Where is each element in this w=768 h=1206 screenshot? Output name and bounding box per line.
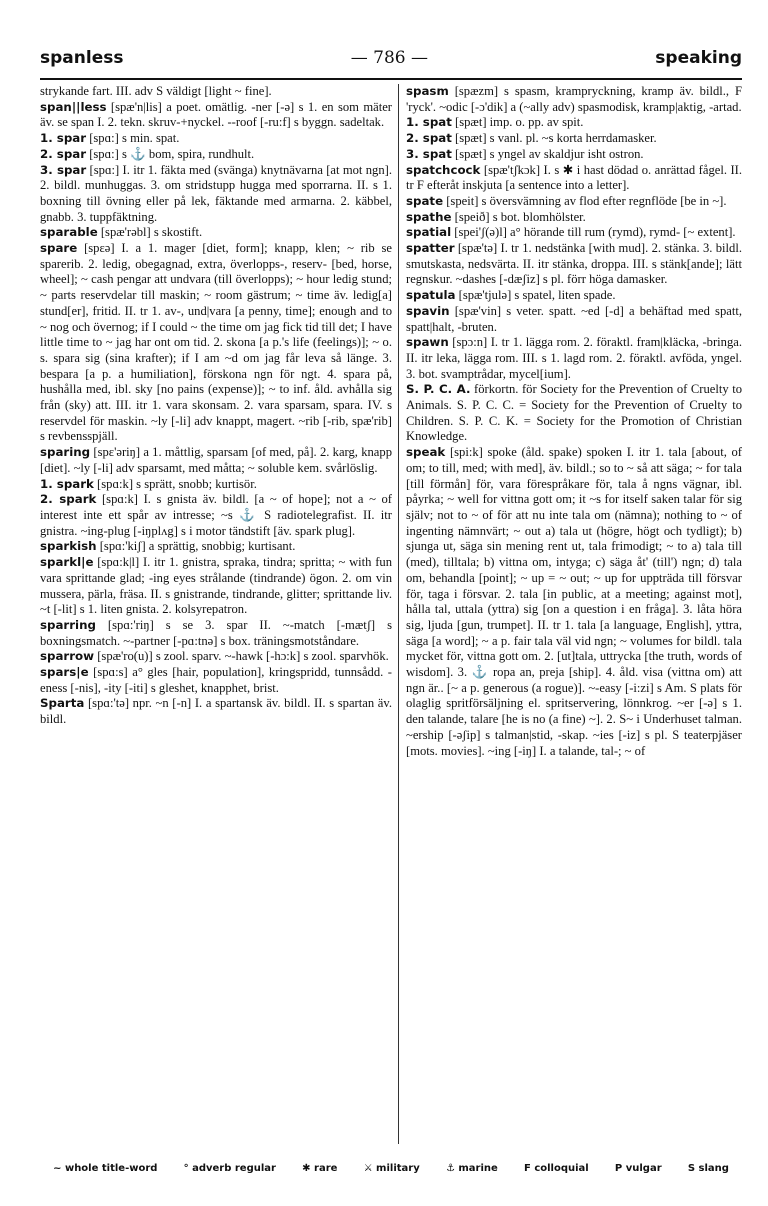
dictionary-entry (406, 382, 742, 445)
entry-headword: 2. spar (40, 146, 87, 161)
dictionary-entry (40, 649, 392, 665)
dictionary-entry (406, 131, 742, 147)
dictionary-entry (40, 147, 392, 163)
entry-headword: 1. spark (40, 476, 94, 491)
legend-item: S slang (687, 1163, 729, 1174)
page-header (40, 48, 742, 74)
entry-headword: sparkl|e (40, 555, 94, 570)
dictionary-entry (406, 194, 742, 210)
entry-headword: sparable (40, 225, 98, 240)
entry-definition: [spæ'tjulə] s spatel, liten spade. (458, 288, 616, 303)
abbreviation-legend (40, 1163, 742, 1174)
entry-headword: 2. spark (40, 492, 97, 507)
dictionary-entry (406, 241, 742, 288)
entry-definition: [spɛə] I. a 1. mager [diet, form]; knapp, klen; ~ rib se sparerib. 2. ledig, obegagnad, extra, överlopps-, reserv- [bed, horse, wheel]; ~ cash pengar att undvara (till överlopps); ~ hour ledig stund; ~ parts reservdelar till maskin; ~ room gästrum; ~ time äv. ledig[a] stund[er], fritid. II. tr 1. av-, und|vara [a penny, time]; enough and to ~ nog och övernog; if I could ~ the time om jag fick tid till det; I have little time to ~ jag har ont om tid. 2. skona [a p.'s life (feelings)]; ~ o. s. spara sig (sina krafter); if I am ~d om jag får leva så länge. 3. bespara [a p. a humiliation], förskona ngn för ngt. 4. spara på, hushålla med, ibl. sky [no pains (expense)]; ~ to inf. åld. avhålla sig från (sky) att. III. itr 1. vara skonsam. 2. vara sparsam, spara. IV. s reservdel för maskin. ~ly [-li] adv knappt, magert. ~rib [-rib, spæ'rib] s revbensspjäll. (40, 241, 392, 444)
entry-headword: sparing (40, 445, 91, 460)
entry-headword: spate (406, 193, 444, 208)
legend-item: ⚔ military (363, 1163, 420, 1174)
entry-definition: [spæt] s yngel av skaldjur isht ostron. (455, 146, 644, 161)
column-divider (398, 84, 399, 1144)
dictionary-entry (40, 225, 392, 241)
entry-definition: [spei'ʃ(ə)l] a° hörande till rum (rymd), rymd- [~ extent]. (454, 225, 736, 240)
entry-definition: [spæt] imp. o. pp. av spit. (455, 115, 584, 130)
dictionary-entry (40, 618, 392, 649)
entry-definition: [spæt] s vanl. pl. ~s korta herrdamasker. (455, 131, 657, 146)
entry-headword: sparkish (40, 539, 97, 554)
dictionary-entry (406, 225, 742, 241)
entry-definition: [spɑ:'kiʃ] a sprättig, snobbig; kurtisant. (99, 539, 296, 554)
entry-definition: [spi:k] spoke (åld. spake) spoken I. itr 1. tala [about, of om; to till, med; with med], äv. bildl.; so to ~ så att säga; ~ for tala [till förmån] för, vara förespråkare för, tala å ngns vägnar, ibl. påyrka; ~ well for vittna gott om; it ~s for itself saken talar för sig själv; not to ~ of för att nu inte tala om (nämna); nothing to ~ of ingenting nämnvärt; ~ out a) tala ut (högre, högt och tydligt); b) sjunga ut, säga sin mening rent ut, tala frimodigt; ~ to a) tala till (med), tilltala; b) vittna om, intyga; c) säga åt' (till') ngn; d) tala om, behandla [point]; ~ up = ~ out; ~ up for uppträda till försvar för, taga i försvar. 2. tala [in public, at a meeting; against mot], hålla tal, uttala (yttra) sig [on a question i en fråga]. 3. låta höra sig, ljuda [gun, trumpet]. II. tr 1. tala [a language, English], yttra, säga [a word]; ~ a p. fair tala väl vid ngn; ~ volumes for bildl. tala mycket för, vittna gott om. 2. [ut]tala, uttrycka [the truth, words of wisdom]. 3. ⚓ ropa an, preja [ship]. 4. åld. visa (vittna om) att ngn är.. [~ a p. generous (a rogue)]. ~-easy [-i:zi] s Am. S plats för olaglig spritförsäljning el. spritservering, lönnkrog. ~er [-ə] s 1. den talande, talare [he is no (a fine) ~]. 2. S~ i Underhuset talman. ~ership [-əʃip] s talman|stid, -skap. ~ies [-iz] s pl. S teaterpjäser [mots. movies]. ~ing [-iŋ] I. a talande, tal-; ~ of (406, 445, 742, 758)
page-number: — 786 — (350, 48, 429, 68)
entry-definition: [spɑ:'riŋ] s se 3. spar II. ~-match [-mætʃ] s boxningsmatch. ~-partner [-pɑ:tnə] s box. träningsmotståndare. (40, 617, 392, 648)
dictionary-entry (40, 696, 392, 727)
legend-item: ⚓ marine (445, 1163, 498, 1174)
dictionary-entry (40, 492, 392, 539)
dictionary-entry (406, 304, 742, 335)
entry-headword: spatial (406, 225, 452, 240)
dictionary-entry (40, 477, 392, 493)
entry-definition: förkortn. för Society for the Prevention of Cruelty to Animals. S. P. C. C. = Society for the Prevention of Cruelty to Children. S. P. C. K. = Society for the Promotion of Christian Knowledge. (406, 382, 742, 444)
entry-definition: [spæ'tʃkɔk] I. s ✱ i hast dödad o. anrättad fågel. II. tr F efteråt inskjuta [a sentence into a letter]. (406, 162, 742, 193)
entry-definition: [spɑ:k] I. s gnista äv. bildl. [a ~ of hope]; not a ~ of interest inte ett spår av intresse; ~s ⚓ S radiotelegrafist. II. itr gnistra. ~ing-plug [-iŋplʌg] s i motor tändstift [äv. spark plug]. (40, 492, 392, 538)
entry-headword: spathe (406, 209, 452, 224)
entry-headword: spars|e (40, 665, 89, 680)
entry-definition: strykande fart. III. adv S väldigt [light ~ fine]. (40, 84, 272, 98)
entry-definition: [spɑ:k] s sprätt, snobb; kurtisör. (97, 476, 257, 491)
dictionary-entry (406, 335, 742, 382)
entry-definition: [spɛ'əriŋ] a 1. måttlig, sparsam [of med, på]. 2. karg, knapp [diet]. ~ly [-li] adv sparsamt, med måtta; ~ soluble kem. svårlöslig. (40, 445, 392, 475)
entry-headword: 2. spat (406, 131, 452, 146)
legend-item: F colloquial (524, 1163, 589, 1174)
entry-definition: [spɔ:n] I. tr 1. lägga rom. 2. föraktl. fram|kläcka, -bringa. II. itr leka, lägga rom. III. s 1. lagd rom. 2. föraktl. avföda, yngel. 3. bot. svamptrådar, mycel[ium]. (406, 335, 742, 381)
entry-headword: Sparta (40, 696, 85, 711)
entry-definition: [spæzm] s spasm, krampryckning, kramp äv. bildl., F 'ryck'. ~odic [-ɔ'dik] a (~ally adv) spasmodisk, kramp|aktig, -artad. (406, 84, 742, 114)
entry-headword: 3. spat (406, 146, 452, 161)
entry-headword: speak (406, 445, 446, 460)
dictionary-entry (406, 210, 742, 226)
right-guide-word: speaking (655, 48, 742, 68)
entry-definition: [spɑ:] s ⚓ bom, spira, rundhult. (89, 146, 255, 161)
legend-item: ✱ rare (302, 1163, 338, 1174)
entry-headword: spatula (406, 288, 456, 303)
entry-headword: sparrow (40, 649, 95, 664)
entry-headword: span||less (40, 99, 107, 114)
dictionary-entry (40, 84, 392, 100)
entry-definition: [spæ'tə] I. tr 1. nedstänka [with mud]. 2. stänka. 3. bildl. smutskasta, nedsvärta. II. itr stänka, droppa. III. s stänk[ande]; lätt regnskur. ~dashes [-dæʃiz] s pl. förr höga damasker. (406, 241, 742, 287)
entry-headword: spasm (406, 84, 449, 98)
legend-item: ° adverb regular (183, 1163, 276, 1174)
entry-definition: [spɑ:] s min. spat. (89, 131, 180, 146)
legend-item: ~ whole title-word (53, 1163, 158, 1174)
left-column (40, 84, 392, 1144)
right-column (406, 84, 742, 1144)
entry-definition: [spɑ:s] a° gles [hair, population], kringspridd, tunnsådd. -eness [-nis], -ity [-iti] s gleshet, knapphet, brist. (40, 665, 392, 695)
entry-headword: 1. spar (40, 131, 87, 146)
legend-item: P vulgar (614, 1163, 662, 1174)
dictionary-entry (40, 241, 392, 445)
dictionary-entry (40, 131, 392, 147)
entry-headword: S. P. C. A. (406, 382, 471, 397)
entry-headword: spawn (406, 335, 449, 350)
dictionary-entry (40, 100, 392, 131)
entry-definition: [spɑ:'tə] npr. ~n [-n] I. a spartansk äv. bildl. II. s spartan äv. bildl. (40, 696, 392, 727)
entry-headword: sparring (40, 617, 96, 632)
dictionary-entry (40, 445, 392, 476)
dictionary-entry (40, 163, 392, 226)
dictionary-entry (40, 555, 392, 618)
entry-headword: spare (40, 241, 78, 256)
dictionary-entry (40, 665, 392, 696)
dictionary-entry (406, 84, 742, 115)
entry-definition: [spæ'vin] s veter. spatt. ~ed [-d] a behäftad med spatt, spatt|halt, -bruten. (406, 303, 742, 334)
entry-definition: [spɑ:k|l] I. itr 1. gnistra, spraka, tindra; spritta; ~ with fun vara sprittande glad; -ing eyes strålande (tindrande) ögon. 2. om vin mussera, pärla, fräsa. II. s gnistrande, tindrande, glitter; sprittande liv. ~t [-lit] s 1. liten gnista. 2. kolsyrepatron. (40, 555, 392, 617)
dictionary-entry (406, 163, 742, 194)
header-rule (40, 78, 742, 80)
entry-definition: [speið] s bot. blomhölster. (454, 209, 586, 224)
dictionary-entry (406, 147, 742, 163)
dictionary-entry (406, 445, 742, 759)
entry-definition: [spæ'n|lis] a poet. omätlig. -ner [-ə] s 1. en som mäter äv. se span I. 2. tekn. skruv-+nyckel. --roof [-ru:f] s byggn. sadeltak. (40, 99, 392, 130)
entry-headword: spatter (406, 241, 455, 256)
dictionary-entry (40, 539, 392, 555)
entry-definition: [spæ'ro(u)] s zool. sparv. ~-hawk [-hɔ:k] s zool. sparvhök. (97, 649, 389, 664)
dictionary-entry (406, 288, 742, 304)
entry-headword: 3. spar (40, 162, 87, 177)
entry-definition: [spɑ:] I. itr 1. fäkta med (svänga) knytnävarna [at mot ngn]. 2. bildl. munhuggas. 3. om stridstupp hugga med sporrarna. II. s 1. boxning till övning eller på lek, fäktande med armarna. 2. käbbel, gnabb. 3. tuppfäktning. (40, 162, 392, 224)
entry-headword: spavin (406, 303, 450, 318)
entry-headword: 1. spat (406, 115, 452, 130)
dictionary-entry (406, 115, 742, 131)
entry-definition: [speit] s översvämning av flod efter regnflöde [be in ~]. (446, 193, 727, 208)
entry-headword: spatchcock (406, 162, 481, 177)
entry-definition: [spæ'rəbl] s skostift. (100, 225, 203, 240)
left-guide-word: spanless (40, 48, 124, 68)
